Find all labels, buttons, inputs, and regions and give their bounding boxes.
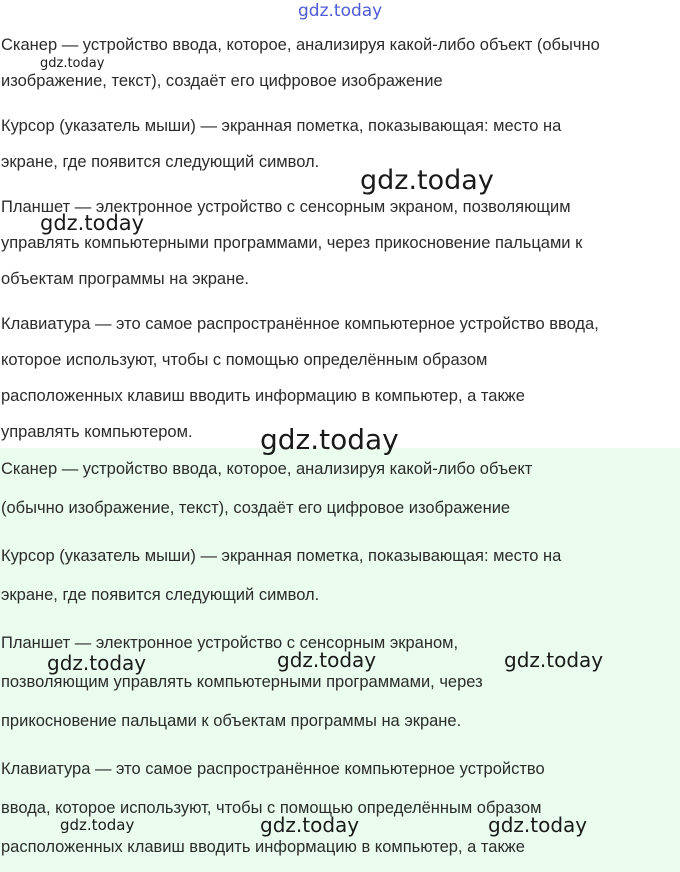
text-line: экране, где появится следующий символ. (1, 586, 320, 604)
text-line: которое используют, чтобы с помощью определённым образом (1, 351, 488, 369)
text-line: Клавиатура — это самое распространённое компьютерное устройство (1, 760, 545, 778)
watermark-logo: gdz.today (360, 165, 494, 196)
text-line: Клавиатура — это самое распространённое компьютерное устройство ввода, (1, 315, 599, 333)
watermark-logo: gdz.today (60, 816, 135, 834)
watermark-logo: gdz.today (277, 648, 377, 672)
text-line: прикосновение пальцами к объектам программы на экране. (1, 712, 462, 730)
text-line: Курсор (указатель мыши) — экранная пометка, показывающая: место на (1, 547, 562, 565)
watermark-logo: gdz.today (260, 813, 360, 837)
watermark-logo: gdz.today (260, 423, 399, 456)
watermark-logo: gdz.today (488, 813, 588, 837)
text-line: Сканер — устройство ввода, которое, анализируя какой-либо объект (обычно (1, 36, 600, 54)
text-line: расположенных клавиш вводить информацию в компьютер, а также (1, 387, 525, 405)
text-line: объектам программы на экране. (1, 270, 249, 288)
watermark-logo: gdz.today (298, 1, 383, 21)
watermark-logo: gdz.today (40, 211, 145, 235)
text-line: позволяющим управлять компьютерными программами, через (1, 673, 483, 691)
watermark-logo: gdz.today (47, 651, 147, 675)
text-line: (обычно изображение, текст), создаёт его цифровое изображение (1, 499, 511, 517)
text-line: расположенных клавиш вводить информацию в компьютер, а также (1, 838, 525, 856)
text-line: изображение, текст), создаёт его цифровое изображение (1, 72, 443, 90)
text-line: Сканер — устройство ввода, которое, анализируя какой-либо объект (1, 460, 533, 478)
text-line: Курсор (указатель мыши) — экранная пометка, показывающая: место на (1, 117, 562, 135)
text-line: Планшет — электронное устройство с сенсорным экраном, (1, 634, 459, 652)
text-line: экране, где появится следующий символ. (1, 153, 320, 171)
watermark-logo: gdz.today (40, 56, 105, 71)
watermark-logo: gdz.today (504, 648, 604, 672)
text-line: управлять компьютером. (1, 423, 193, 441)
text-line: ввода, которое используют, чтобы с помощью определённым образом (1, 799, 542, 817)
text-line: Планшет — электронное устройство с сенсорным экраном, позволяющим (1, 198, 571, 216)
text-line: управлять компьютерными программами, через прикосновение пальцами к (1, 234, 583, 252)
